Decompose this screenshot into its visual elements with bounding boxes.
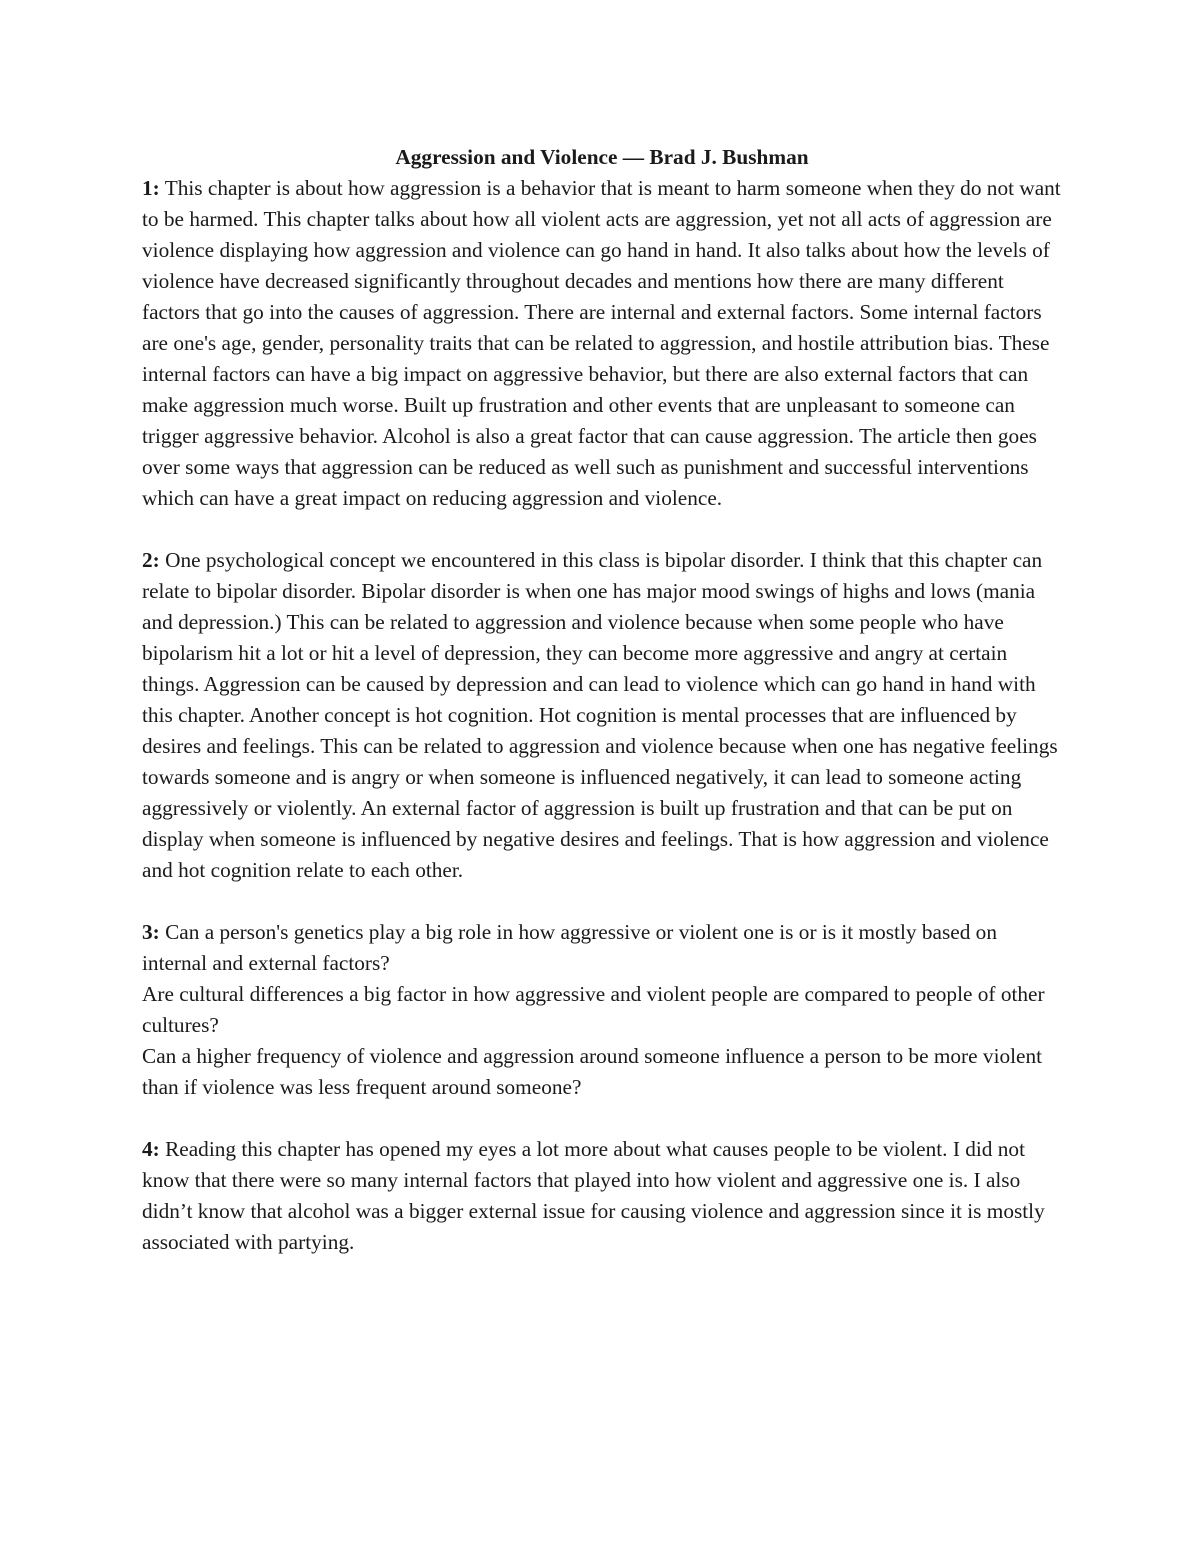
question-text: Can a person's genetics play a big role in how aggressive or violent one is or is it mostly based on internal and external factors? [142, 920, 997, 975]
section-number: 4: [142, 1137, 160, 1161]
section-text: This chapter is about how aggression is a behavior that is meant to harm someone when they do not want to be harmed. This chapter talks about how all violent acts are aggression, yet not all acts of aggression are violence displaying how aggression and violence can go hand in hand. It also talks about how the levels of violence have decreased significantly throughout decades and mentions how there are many different factors that go into the causes of aggression. There are internal and external factors. Some internal factors are one's age, gender, personality traits that can be related to aggression, and hostile attribution bias. These internal factors can have a big impact on aggressive behavior, but there are also external factors that can make aggression much worse. Built up frustration and other events that are unpleasant to someone can trigger aggressive behavior. Alcohol is also a great factor that can cause aggression. The article then goes over some ways that aggression can be reduced as well such as punishment and successful interventions which can have a great impact on reducing aggression and violence. [142, 176, 1061, 510]
section-3 [142, 917, 1062, 1103]
section-text: One psychological concept we encountered in this class is bipolar disorder. I think that this chapter can relate to bipolar disorder. Bipolar disorder is when one has major mood swings of highs and lows (mania and depression.) This can be related to aggression and violence because when some people who have bipolarism hit a lot or hit a level of depression, they can become more aggressive and angry at certain things. Aggression can be caused by depression and can lead to violence which can go hand in hand with this chapter. Another concept is hot cognition. Hot cognition is mental processes that are influenced by desires and feelings. This can be related to aggression and violence because when one has negative feelings towards someone and is angry or when someone is influenced negatively, it can lead to someone acting aggressively or violently. An external factor of aggression is built up frustration and that can be put on display when someone is influenced by negative desires and feelings. That is how aggression and violence and hot cognition relate to each other. [142, 548, 1058, 882]
document-body [142, 142, 1062, 1258]
section-number: 3: [142, 920, 160, 944]
section-4 [142, 1134, 1062, 1258]
section-text: Reading this chapter has opened my eyes a lot more about what causes people to be violent. I did not know that there were so many internal factors that played into how violent and aggressive one is. I also didn’t know that alcohol was a bigger external issue for causing violence and aggression since it is mostly associated with partying. [142, 1137, 1045, 1254]
question-1 [142, 917, 1062, 979]
document-title: Aggression and Violence — Brad J. Bushman [395, 145, 809, 169]
paragraph-spacer [142, 886, 1062, 917]
section-number: 2: [142, 548, 160, 572]
paragraph-spacer [142, 1103, 1062, 1134]
section-number: 1: [142, 176, 160, 200]
question-2: Are cultural differences a big factor in how aggressive and violent people are compared to people of other cultures? [142, 982, 1045, 1037]
paragraph-spacer [142, 514, 1062, 545]
section-2 [142, 545, 1062, 886]
question-3: Can a higher frequency of violence and aggression around someone influence a person to be more violent than if violence was less frequent around someone? [142, 1044, 1043, 1099]
section-1 [142, 173, 1062, 514]
